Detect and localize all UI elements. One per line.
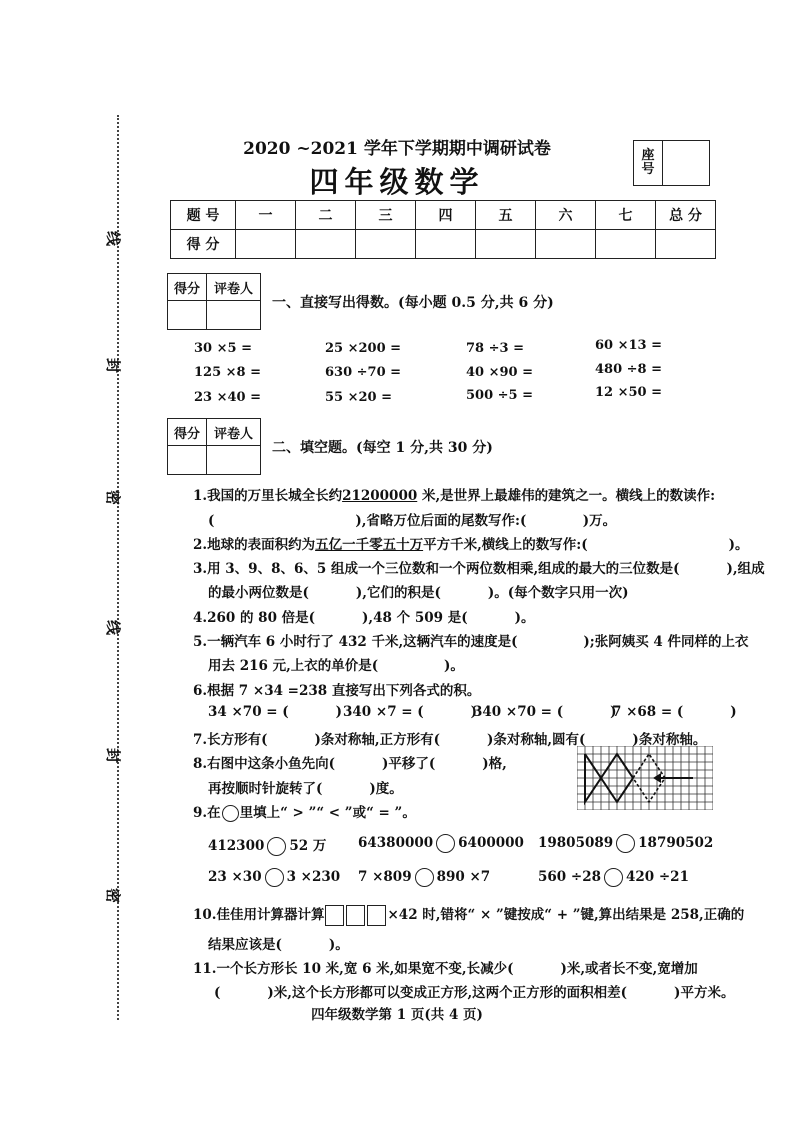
seat-number-field[interactable] [663, 141, 709, 185]
question-8-line-1: 8.右图中这条小鱼先向( )平移了( )格, [193, 756, 507, 772]
question-11-line-1: 11.一个长方形长 10 米,宽 6 米,如果宽不变,长减少( )米,或者长不变,宽增加 [193, 961, 698, 977]
calc-item: 55 ×20 = [325, 390, 393, 405]
score-cell[interactable] [356, 230, 416, 259]
score-table [170, 200, 716, 259]
q6-item: 34 ×70 = ( ) [208, 704, 343, 720]
compare-right: 52 万 [289, 838, 327, 854]
grader-box-1 [167, 273, 261, 330]
compare-right: 6400000 [458, 835, 524, 851]
grader-name-label: 评卷人 [213, 426, 253, 442]
section-1-heading: 一、直接写出得数。(每小题 0.5 分,共 6 分) [272, 295, 554, 311]
question-4: 4.260 的 80 倍是( ),48 个 509 是( )。 [193, 610, 535, 626]
score-cell[interactable] [296, 230, 356, 259]
q1-text: 米,是世界上最雄伟的建筑之一。横线上的数读作: [421, 488, 716, 504]
q9-text: 里填上“ > ”“ < ”或“ = ”。 [239, 805, 416, 821]
circle-icon [222, 805, 239, 822]
digit-box[interactable] [325, 905, 344, 926]
q10-text: ×42 时,错将“ × ”键按成“ + ”键,算出结果是 258,正确的 [387, 907, 745, 923]
compare-item [208, 834, 326, 856]
compare-item [538, 868, 689, 887]
score-cell[interactable] [536, 230, 596, 259]
score-col-5: 五 [476, 201, 536, 230]
compare-circle[interactable] [604, 868, 623, 887]
calc-item: 125 ×8 = [194, 365, 262, 380]
question-6: 6.根据 7 ×34 =238 直接写出下列各式的积。 [193, 683, 481, 699]
score-col-2: 二 [296, 201, 356, 230]
question-10-line-2: 结果应该是( )。 [208, 937, 349, 953]
q1-underlined-number: 21200000 [342, 488, 418, 504]
score-table-header-row [171, 201, 716, 230]
seat-number-label: 座号 [634, 141, 663, 185]
grader-score-field[interactable] [168, 301, 207, 329]
grader-score-label: 得分 [168, 274, 207, 300]
compare-circle[interactable] [436, 834, 455, 853]
compare-circle[interactable] [265, 868, 284, 887]
binding-dotted-line [117, 115, 119, 1020]
page-footer: 四年级数学第 1 页(共 4 页) [311, 1007, 483, 1023]
compare-right: 420 ÷21 [625, 869, 689, 885]
score-col-4: 四 [416, 201, 476, 230]
q6-item: 340 ×70 = ( ) [473, 704, 617, 720]
q10-text: 10.佳佳用计算器计算 [193, 907, 325, 923]
compare-left: 7 ×809 [358, 869, 412, 885]
section-2-heading: 二、填空题。(每空 1 分,共 30 分) [272, 440, 493, 456]
compare-item [358, 834, 524, 853]
question-7: 7.长方形有( )条对称轴,正方形有( )条对称轴,圆有( )条对称轴。 [193, 732, 707, 748]
compare-left: 19805089 [538, 835, 614, 851]
score-cell[interactable] [596, 230, 656, 259]
q1-text: 1.我国的万里长城全长约 [193, 488, 343, 504]
question-1-line-1 [193, 484, 715, 504]
q6-item: 7 ×68 = ( ) [612, 704, 737, 720]
question-9 [193, 801, 416, 822]
binding-char-xian-1: 线 [104, 230, 123, 247]
calc-item: 30 ×5 = [194, 341, 252, 356]
score-col-7: 七 [596, 201, 656, 230]
compare-item [538, 834, 713, 853]
binding-char-xian-2: 线 [104, 619, 123, 636]
calc-item: 40 ×90 = [466, 365, 534, 380]
exam-title: 四年级数学 [309, 165, 485, 199]
seat-number-box [633, 140, 710, 186]
question-11-line-2: ( )米,这个长方形都可以变成正方形,这两个正方形的面积相差( )平方米。 [214, 985, 735, 1001]
digit-box[interactable] [367, 905, 386, 926]
calc-item: 630 ÷70 = [325, 365, 402, 380]
q6-item: 340 ×7 = ( ) [343, 704, 478, 720]
score-table-score-row [171, 230, 716, 259]
score-cell[interactable] [416, 230, 476, 259]
question-3-line-1: 3.用 3、9、8、6、5 组成一个三位数和一个两位数相乘,组成的最大的三位数是( ),组成 [193, 561, 765, 577]
binding-char-feng-2: 封 [104, 747, 123, 764]
calc-item: 23 ×40 = [194, 390, 262, 405]
score-cell[interactable] [476, 230, 536, 259]
calc-item: 12 ×50 = [595, 385, 663, 400]
score-table-row-head: 题 号 [171, 201, 236, 230]
question-3-line-2: 的最小两位数是( ),它们的积是( )。(每个数字只用一次) [208, 585, 629, 601]
grader-name-label: 评卷人 [213, 281, 253, 297]
score-cell[interactable] [656, 230, 716, 259]
binding-char-mi-2: 密 [104, 887, 123, 904]
score-col-1: 一 [236, 201, 296, 230]
grader-score-field[interactable] [168, 446, 207, 474]
score-col-total: 总 分 [656, 201, 716, 230]
compare-item [358, 868, 490, 887]
compare-circle[interactable] [415, 868, 434, 887]
compare-right: 890 ×7 [436, 869, 491, 885]
grader-name-field[interactable] [207, 446, 260, 474]
question-1-line-2: ( ),省略万位后面的尾数写作:( )万。 [208, 513, 617, 529]
compare-right: 18790502 [638, 835, 714, 851]
binding-char-feng-1: 封 [104, 357, 123, 374]
q9-text: 9.在 [193, 805, 221, 821]
q2-underlined-number: 五亿一千零五十万 [315, 537, 424, 553]
compare-left: 23 ×30 [208, 869, 262, 885]
compare-left: 560 ÷28 [538, 869, 601, 885]
q2-text: 平方千米,横线上的数写作:( )。 [423, 537, 749, 553]
calc-item: 25 ×200 = [325, 341, 402, 356]
compare-circle[interactable] [616, 834, 635, 853]
question-2 [193, 533, 749, 553]
question-10-line-1 [193, 903, 744, 926]
score-col-3: 三 [356, 201, 416, 230]
score-cell[interactable] [236, 230, 296, 259]
calc-item: 500 ÷5 = [466, 388, 534, 403]
compare-left: 64380000 [358, 835, 434, 851]
question-8-line-2: 再按顺时针旋转了( )度。 [208, 781, 403, 797]
compare-right: 3 ×230 [286, 869, 341, 885]
calc-item: 60 ×13 = [595, 338, 663, 353]
compare-left: 412300 [208, 838, 265, 854]
grader-name-field[interactable] [207, 301, 260, 329]
compare-item [208, 868, 340, 887]
compare-circle[interactable] [267, 837, 286, 856]
grader-score-label: 得分 [168, 419, 207, 445]
calc-item: 480 ÷8 = [595, 362, 663, 377]
q2-text: 2.地球的表面积约为 [193, 537, 316, 553]
question-5-line-2: 用去 216 元,上衣的单价是( )。 [208, 658, 464, 674]
fish-grid-figure [577, 746, 713, 810]
score-col-6: 六 [536, 201, 596, 230]
exam-subtitle: 2020 ~2021 学年下学期期中调研试卷 [243, 139, 551, 159]
score-row-label: 得 分 [171, 230, 236, 259]
digit-box[interactable] [346, 905, 365, 926]
grader-box-2 [167, 418, 261, 475]
question-5-line-1: 5.一辆汽车 6 小时行了 432 千米,这辆汽车的速度是( );张阿姨买 4 件同样的上衣 [193, 634, 749, 650]
binding-char-mi-1: 密 [104, 489, 123, 506]
calc-item: 78 ÷3 = [466, 341, 524, 356]
